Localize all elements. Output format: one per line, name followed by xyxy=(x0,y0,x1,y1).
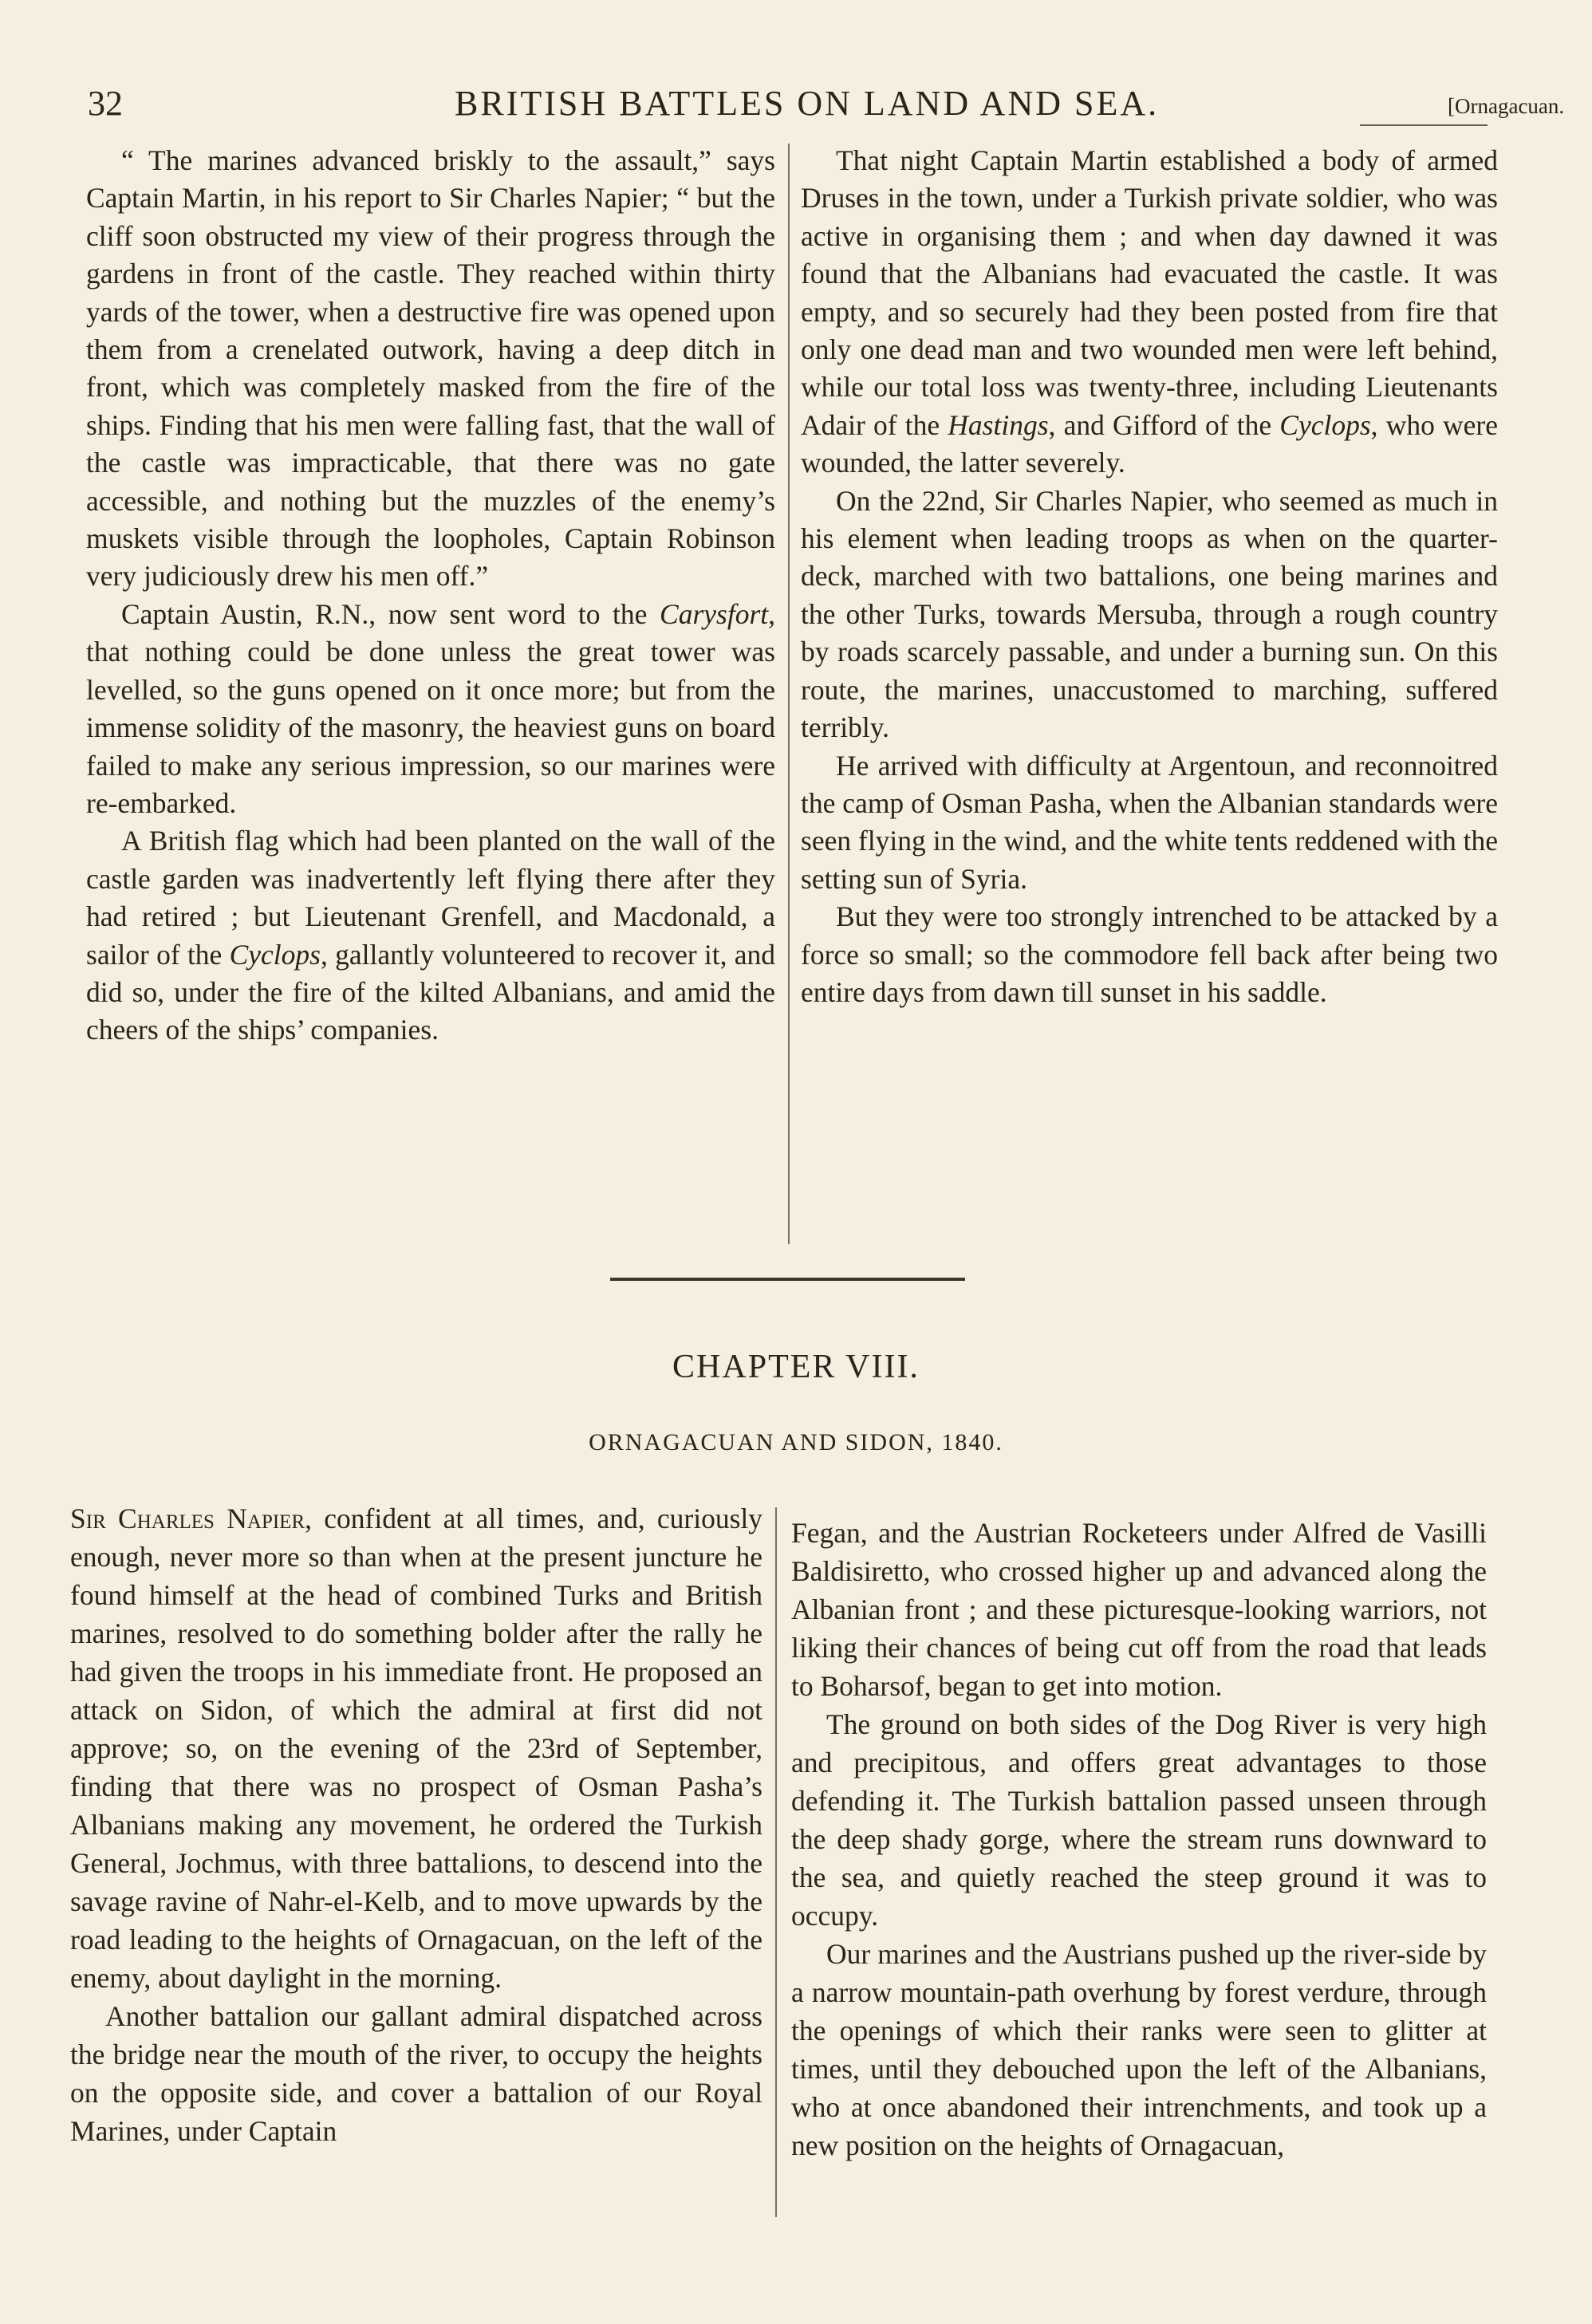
paragraph: That night Captain Martin established a body of armed Druses in the town, under a Turkish private soldier, who was active in organising them ; and when day dawned it was found that the Albanians had evacuated the castle. It was empty, and so securely had they been posted from fire that only one dead man and two wounded men were left behind, while our total loss was twenty-three, including Lieutenants Adair of the Hastings, and Gifford of the Cyclops, who were wounded, the latter severely. xyxy=(801,144,1498,479)
paragraph: Our marines and the Austrians pushed up the river-side by a narrow mountain-path overhung by forest verdure, through the openings of which their ranks were seen to glitter at times, until they debouched upon the left of the Albanians, who at once abandoned their intrenchments, and took up a new position on the heights of Ornagacuan, xyxy=(791,1938,1487,2161)
lead-in: Sir Charles Napier xyxy=(70,1503,305,1534)
paragraph: Captain Austin, R.N., now sent word to the Carysfort, that nothing could be done unless the great tower was levelled, so the guns opened on it once more; but from the immense solidity of the masonry, the heaviest guns on board failed to make any serious impression, so our marines were re-embarked. xyxy=(86,597,775,819)
paragraph: Fegan, and the Austrian Rocketeers under Alfred de Vasilli Baldisiretto, who crossed higher up and advanced along the Albanian front ; and these picturesque-looking warriors, not liking their chances of being cut off from the road that leads to Boharsof, began to get into motion. xyxy=(791,1517,1487,1702)
header-rule xyxy=(1360,124,1488,126)
column-divider xyxy=(788,144,790,1244)
ship-name: Cyclops xyxy=(1279,408,1371,441)
ship-name: Hastings xyxy=(948,408,1049,441)
chapter-heading: CHAPTER VIII. xyxy=(672,1349,920,1385)
section-rule xyxy=(610,1278,965,1281)
page-header xyxy=(88,83,1565,128)
column-divider xyxy=(775,1507,777,2217)
paragraph: He arrived with difficulty at Argentoun, and reconnoitred the camp of Osman Pasha, when the Albanian standards were seen flying in the wind, and the white tents reddened with the setting sun of Syria. xyxy=(801,749,1498,895)
chapter-subtitle: ORNAGACUAN AND SIDON, 1840. xyxy=(589,1429,1003,1455)
bottom-right-column xyxy=(791,1514,1487,2164)
running-chapter-title: [Ornagacuan. xyxy=(1448,94,1565,118)
running-book-title: BRITISH BATTLES ON LAND AND SEA. xyxy=(455,84,1160,123)
top-left-column xyxy=(86,142,775,1050)
top-right-column xyxy=(801,142,1498,1011)
paragraph: A British flag which had been planted on the wall of the castle garden was inadvertently left flying there after they had retired ; but Lieutenant Grenfell, and Macdonald, a sailor of the Cyclops, gallantly volunteered to recover it, and did so, under the fire of the kilted Albanians, and amid the cheers of the ships’ companies. xyxy=(86,825,776,1046)
paragraph: Sir Charles Napier, confident at all times, and, curiously enough, never more so than when at the present juncture he found himself at the head of combined Turks and British marines, resolved to do something bolder after the rally he had given the troops in his immediate front. He proposed an attack on Sidon, of which the admiral at first did not approve; so, on the evening of the 23rd of September, finding that there was no prospect of Osman Pasha’s Albanians making any movement, he ordered the Turkish General, Jochmus, with three battalions, to descend into the savage ravine of Nahr-el-Kelb, and to move upwards by the road leading to the heights of Ornagacuan, on the left of the enemy, about daylight in the morning. xyxy=(70,1503,763,1994)
ship-name: Cyclops xyxy=(229,938,321,971)
paragraph: The ground on both sides of the Dog River is very high and precipitous, and offers great advantages to those defending it. The Turkish battalion passed unseen through the deep shady gorge, where the stream runs downward to the sea, and quietly reached the steep ground it was to occupy. xyxy=(791,1708,1487,1932)
paragraph: “ The marines advanced briskly to the assault,” says Captain Martin, in his report to Sir Charles Napier; “ but the cliff soon obstructed my view of their progress through the gardens in front of the castle. They reached within thirty yards of the tower, when a destructive fire was opened upon them from a crenelated outwork, having a deep ditch in front, which was completely masked from the fire of the ships. Finding that his men were falling fast, that the wall of the castle was impracticable, that there was no gate accessible, and nothing but the muzzles of the enemy’s muskets visible through the loopholes, Captain Robinson very judiciously drew his men off.” xyxy=(86,144,775,593)
ship-name: Carysfort xyxy=(660,597,769,630)
paragraph: Another battalion our gallant admiral dispatched across the bridge near the mouth of the river, to occupy the heights on the opposite side, and cover a battalion of our Royal Marines, under Captain xyxy=(70,2000,763,2147)
paragraph: But they were too strongly intrenched to be attacked by a force so small; so the commodore fell back after being two entire days from dawn till sunset in his saddle. xyxy=(801,900,1498,1008)
paragraph: On the 22nd, Sir Charles Napier, who seemed as much in his element when leading troops as when on the quarter-deck, marched with two battalions, one being marines and the other Turks, towards Mersuba, through a rough country by roads scarcely passable, and under a burning sun. On this route, the marines, unaccustomed to marching, suffered terribly. xyxy=(801,484,1498,744)
bottom-left-column xyxy=(70,1499,763,2150)
page-number: 32 xyxy=(88,84,123,123)
